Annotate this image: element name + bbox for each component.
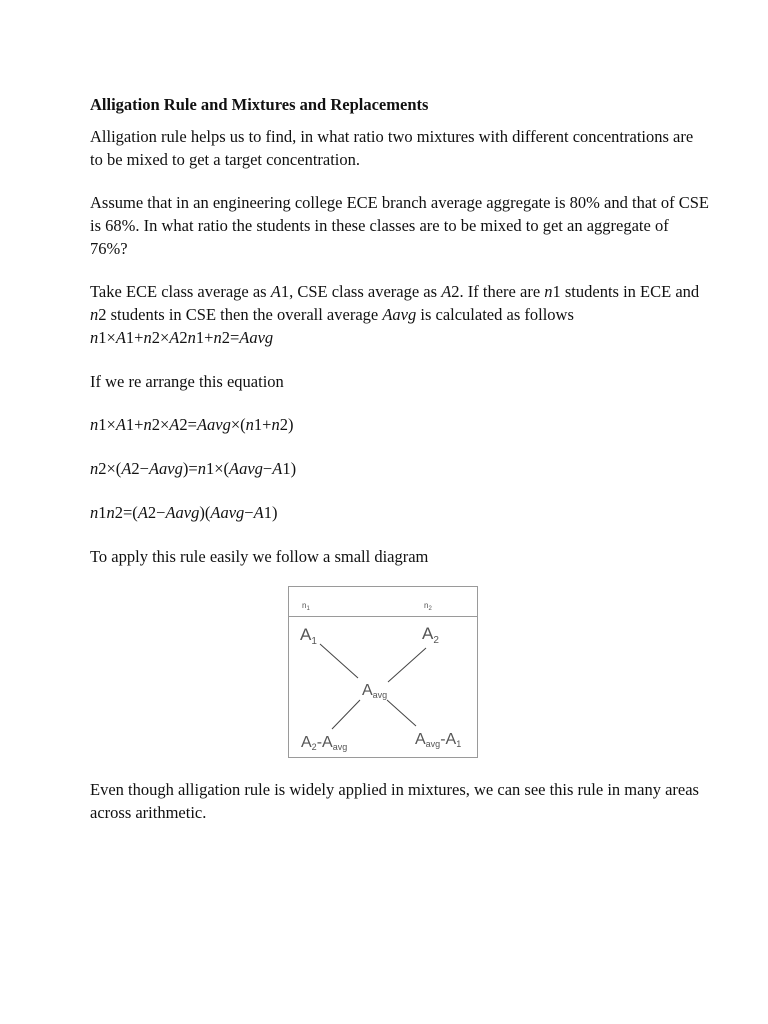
eq-term: A: [115, 328, 126, 347]
eq-term: A: [169, 328, 180, 347]
eq-term: 1×: [98, 415, 116, 434]
label-a2: $A_2$: [422, 624, 439, 646]
num-2: 2: [451, 282, 460, 301]
eq-term: −: [262, 459, 273, 478]
var-n: n: [544, 282, 553, 301]
definition-text: . If there are: [459, 282, 545, 301]
intro-paragraph: Alligation rule helps us to find, in what ratio two mixtures with different concentrations are to be mixed to get a target concentration.: [90, 127, 694, 169]
label-aavg-minus-a1: Aavg-A1: [415, 731, 462, 749]
document-page: [90, 93, 710, 844]
eq-term: 1×(: [205, 459, 229, 478]
eq-term: Aavg: [229, 459, 263, 478]
closing-paragraph: Even though alligation rule is widely applied in mixtures, we can see this rule in many areas across arithmetic.: [90, 780, 699, 822]
label-n1: $n_1$: [302, 601, 310, 612]
var-n: n: [90, 305, 99, 324]
eq-term: 2=: [179, 415, 197, 434]
eq-term: Aavg: [210, 503, 245, 522]
eq-term: )=: [182, 459, 198, 478]
label-a1: $A_1$: [300, 625, 317, 647]
eq-term: Aavg: [239, 328, 274, 347]
equation-rearranged: [90, 413, 710, 436]
eq-term: n: [197, 459, 206, 478]
eq-term: 1×: [98, 328, 116, 347]
equation-ratio: [90, 501, 710, 524]
definition-text: Take ECE class average as: [90, 282, 271, 301]
num-1: 1: [552, 282, 561, 301]
eq-term: n: [90, 459, 99, 478]
eq-term: 1): [282, 459, 297, 478]
eq-term: 1+: [253, 415, 272, 434]
apply-paragraph: To apply this rule easily we follow a small diagram: [90, 547, 429, 566]
eq-term: A: [253, 503, 264, 522]
eq-term: n: [90, 503, 99, 522]
eq-term: ×(: [230, 415, 246, 434]
eq-term: n: [143, 415, 152, 434]
eq-term: 2×: [151, 415, 170, 434]
eq-term: 2: [179, 328, 188, 347]
eq-term: n: [143, 328, 152, 347]
alligation-diagram: [288, 586, 478, 758]
eq-term: 2−: [147, 503, 166, 522]
eq-term: n: [187, 328, 196, 347]
definition-text: students in CSE then the overall average: [106, 305, 383, 324]
eq-term: 2−: [131, 459, 149, 478]
label-aavg-center: Aavg: [362, 682, 388, 700]
equation-difference: [90, 457, 710, 480]
eq-term: 2): [279, 415, 294, 434]
label-n2: $n_2$: [424, 601, 432, 612]
var-a: A: [441, 282, 452, 301]
eq-term: n: [90, 415, 99, 434]
eq-term: Aavg: [196, 415, 231, 434]
eq-term: −: [244, 503, 254, 522]
problem-paragraph: Assume that in an engineering college ECE branch average aggregate is 80% and that of CSE is 68%. In what ratio the students in these classes are to be mixed to get an aggregate of 76%?: [90, 193, 709, 258]
eq-term: 1+: [125, 328, 144, 347]
num-1: 1: [280, 282, 290, 301]
definition-text: is calculated as follows: [416, 305, 574, 324]
eq-term: A: [137, 503, 148, 522]
alligation-diagram-svg: [288, 586, 478, 758]
var-a: A: [270, 282, 281, 301]
eq-term: )(: [199, 503, 211, 522]
definition-text: students in ECE and: [560, 282, 700, 301]
eq-term: 1: [98, 503, 107, 522]
rearrange-paragraph: If we re arrange this equation: [90, 372, 284, 391]
eq-term: n: [90, 328, 99, 347]
eq-term: A: [272, 459, 283, 478]
var-aavg: Aavg: [382, 305, 417, 324]
document-title: Alligation Rule and Mixtures and Replacements: [90, 95, 429, 114]
definition-text: , CSE class average as: [289, 282, 442, 301]
eq-term: n: [213, 328, 222, 347]
eq-term: Aavg: [165, 503, 200, 522]
label-a2-minus-aavg: A2-Aavg: [301, 734, 348, 752]
eq-term: Aavg: [148, 459, 183, 478]
eq-term: 2×: [151, 328, 170, 347]
eq-term: 2×(: [98, 459, 122, 478]
eq-term: 2=: [221, 328, 240, 347]
eq-term: A: [121, 459, 132, 478]
eq-term: 1+: [125, 415, 144, 434]
eq-term: A: [169, 415, 180, 434]
definition-paragraph: [90, 280, 710, 326]
eq-term: 1+: [195, 328, 214, 347]
eq-term: n: [106, 503, 115, 522]
num-2: 2: [98, 305, 107, 324]
eq-term: 2=(: [114, 503, 138, 522]
eq-term: n: [245, 415, 254, 434]
eq-term: 1): [263, 503, 278, 522]
eq-term: n: [271, 415, 280, 434]
equation-average: [90, 326, 710, 349]
eq-term: A: [115, 415, 126, 434]
